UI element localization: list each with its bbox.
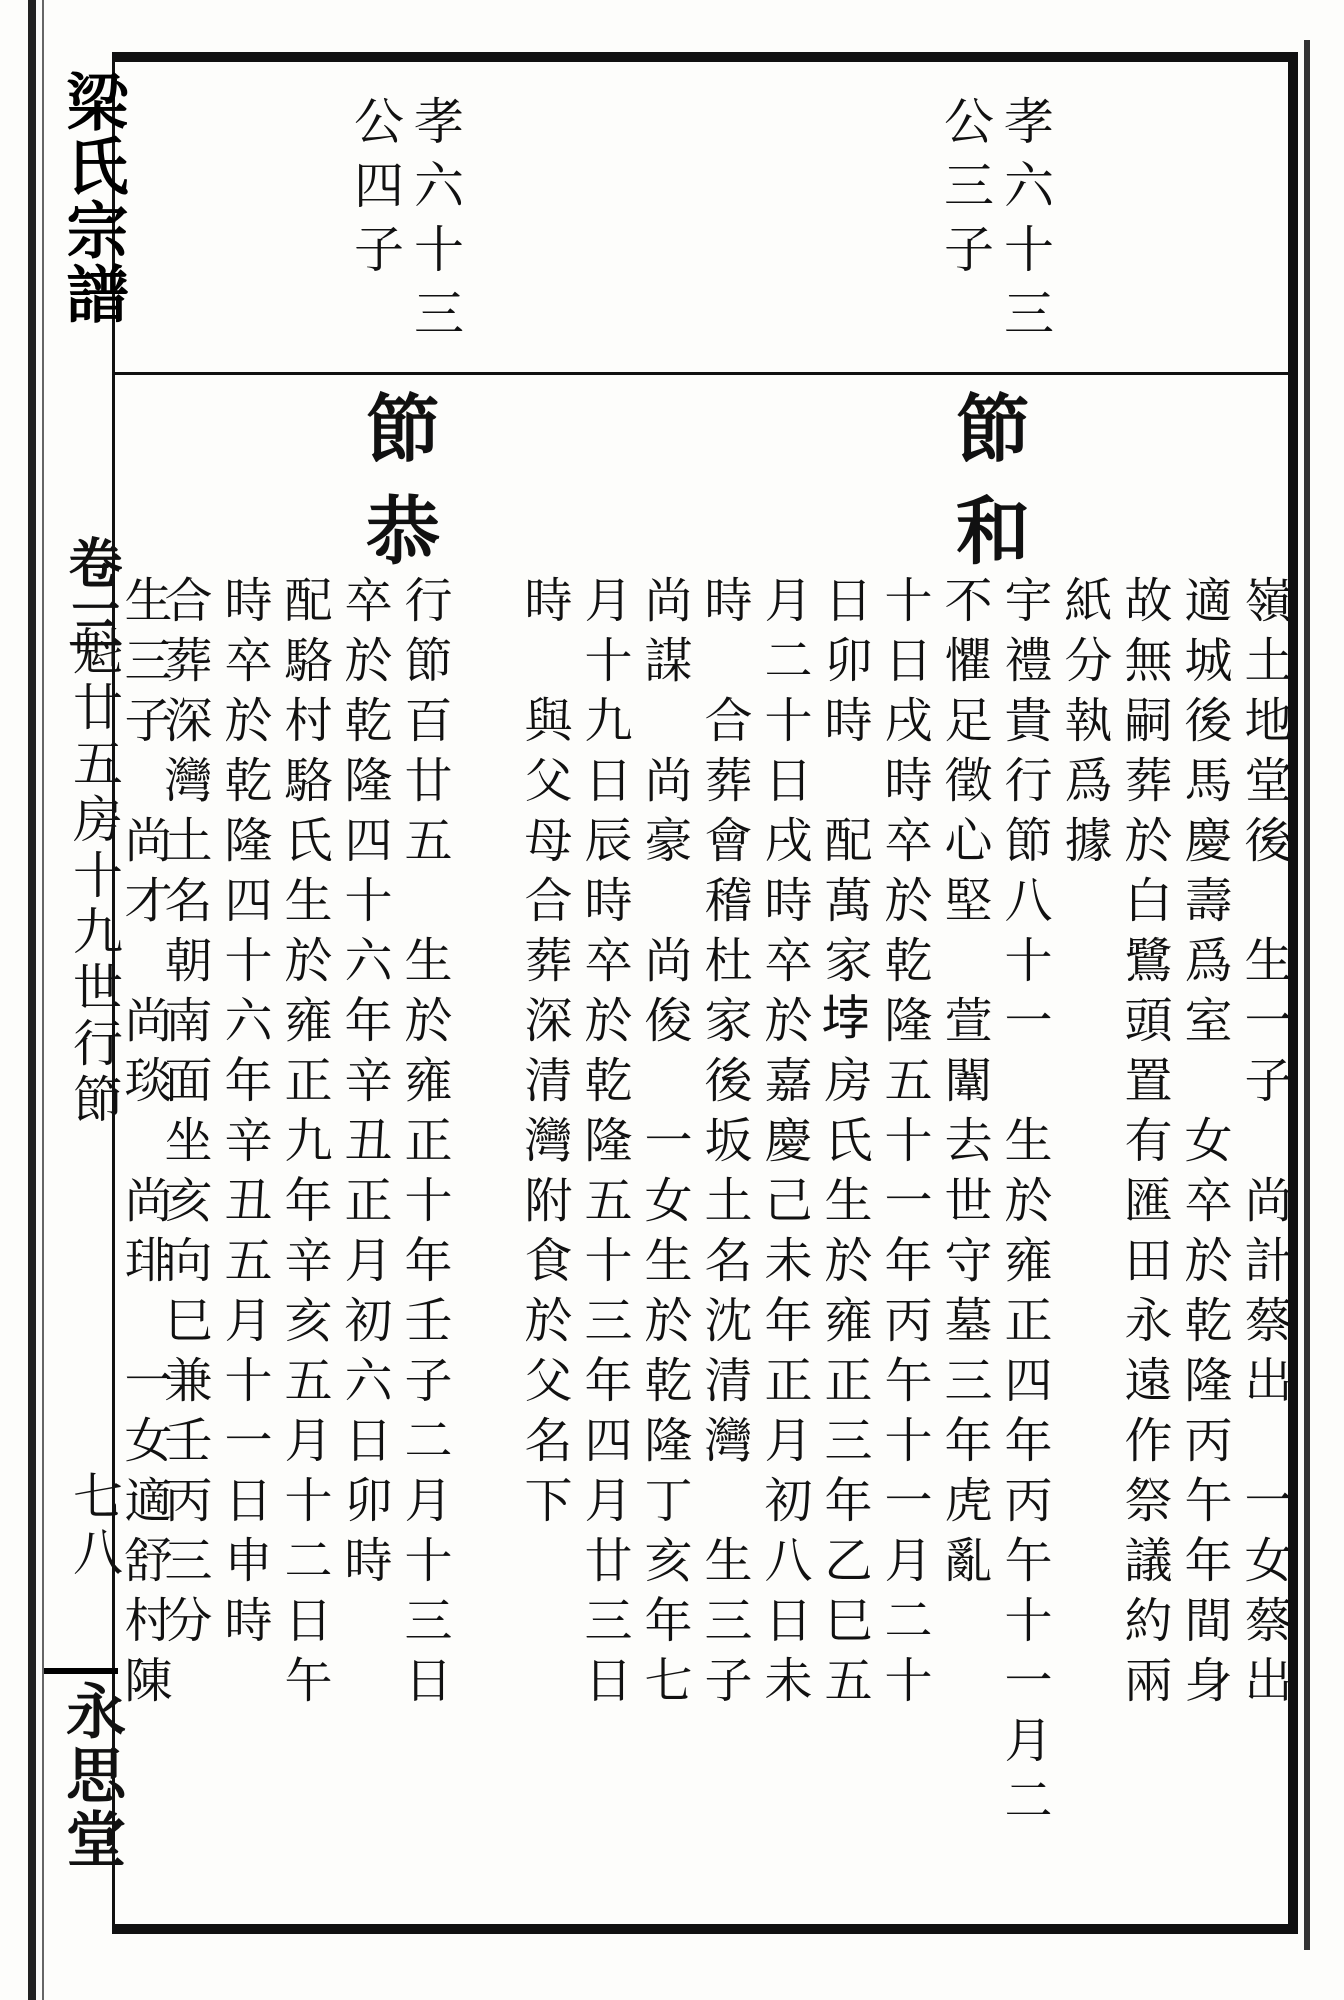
entry-name: 節恭 [354, 390, 440, 594]
entry-name: 節和 [944, 390, 1030, 594]
text-line: 配駱村駱氏生於雍正九年辛亥五月十二日午 [276, 575, 332, 1715]
text-line: 時卒於乾隆四十六年辛丑五月十一日申時 [216, 575, 272, 1655]
entry-father: 公四子 [346, 95, 404, 287]
text-line: 十日戌時卒於乾隆五十一年丙午十一月二十 [876, 575, 932, 1715]
text-line: 適城後馬慶壽爲室 女卒於乾隆丙午年間身 [1176, 575, 1232, 1715]
spine-title: 梁氏宗譜 [56, 70, 129, 326]
text-line: 行節百廿五 生於雍正十年壬子二月十三日 [396, 575, 452, 1715]
entry-lineage: 孝六十三 [406, 95, 464, 351]
outer-border-right [1304, 40, 1310, 1950]
text-line: 故無嗣葬於白鷺頭置有匯田永遠作祭議約兩 [1116, 575, 1172, 1715]
spine-volume: 卷三 [60, 535, 124, 659]
text-line: 日卯時 配萬家𡋯房氏生於雍正三年乙巳五 [816, 575, 872, 1715]
text-line: 月十九日辰時卒於乾隆五十三年四月廿三日 [576, 575, 632, 1715]
text-line: 紙分執爲據 [1056, 575, 1112, 875]
text-line: 卒於乾隆四十六年辛丑正月初六日卯時 [336, 575, 392, 1595]
spine-section: 魁廿五房十九世行節 [65, 625, 123, 1129]
text-line: 生三子 尚才 尚琰 尚琲 一女適舒村陳 [116, 575, 172, 1715]
text-line: 合葬深灣土名朝南面坐亥向巳兼壬丙三分 [156, 575, 212, 1655]
text-line: 嶺土地堂後 生一子 尚計蔡出 一女蔡出 [1236, 575, 1292, 1715]
page-number: 七八 [65, 1470, 123, 1582]
scan-edge [28, 0, 36, 2000]
text-line: 時 合葬會稽杜家後坂土名沈清灣 生三子 [696, 575, 752, 1715]
hall-name: 永思堂 [56, 1680, 126, 1872]
text-line: 時 與父母合葬深清灣附食於父名下 [516, 575, 572, 1535]
text-line: 月二十日戌時卒於嘉慶己未年正月初八日未 [756, 575, 812, 1715]
text-line: 尚謀 尚豪 尚俊 一女生於乾隆丁亥年七 [636, 575, 692, 1715]
text-line: 宇禮貴行節八十一 生於雍正四年丙午十一月二 [996, 575, 1052, 1835]
text-line: 不懼足徵心堅 萱闈去世守墓三年虎亂 [936, 575, 992, 1595]
entry-father: 公三子 [936, 95, 994, 287]
entry-lineage: 孝六十三 [996, 95, 1054, 351]
header-divider [114, 372, 1294, 375]
